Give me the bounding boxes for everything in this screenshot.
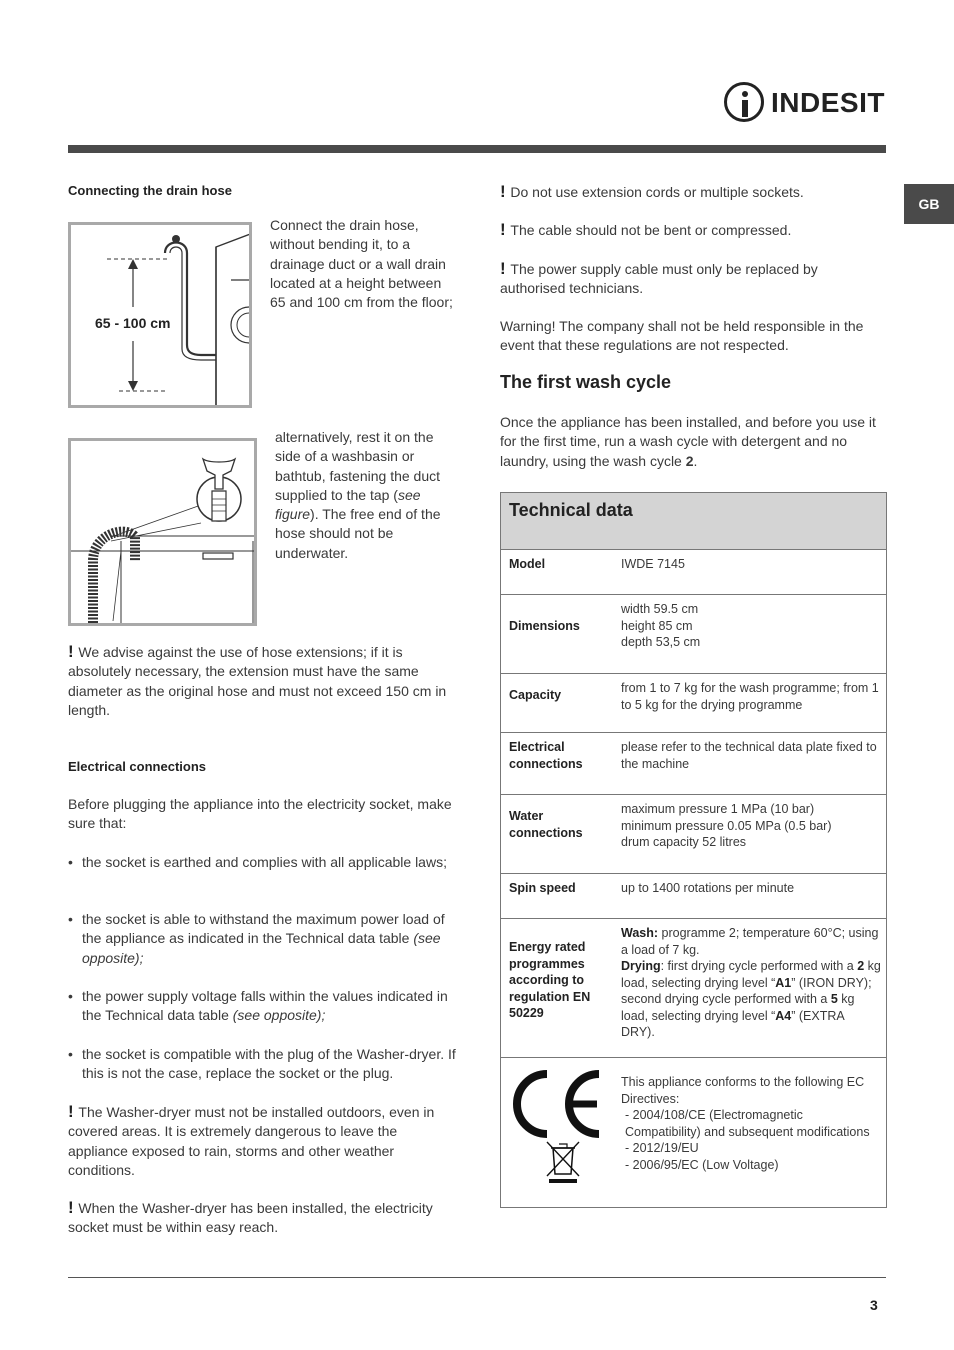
logo-wordmark: INDESIT [771,87,885,118]
ce-directives: This appliance conforms to the following EC Directives: - 2004/108/CE (Electromagnetic Compatibility) and subsequent modifications - 2012/19/EU - 2006/95/EC (Low Voltage) [621,1075,870,1172]
warning-icon: ! [68,642,79,661]
table-row [501,1058,886,1207]
bullet-voltage: • the power supply voltage falls within the values indicated in the Technical data table (see opposite); [68,987,456,1026]
first-wash-heading: The first wash cycle [500,372,672,392]
extension-cord-warning: ! Do not use extension cords or multiple sockets. [500,182,804,201]
drain-heading: Connecting the drain hose [68,183,232,198]
row-value: Wash: programme 2; temperature 60°C; using a load of 7 kg. Drying: first drying cycle performed with a 2 kg load, selecting drying level “A1” (IRON DRY); second drying cycle performed with a 5 kg load, selecting drying level “A4” (EXTRA DRY). [621,926,881,1039]
row-label: Spin speed [509,881,576,895]
electrical-heading: Electrical connections [68,759,206,774]
row-label: Energy rated programmes according to regulation EN 50229 [509,940,591,1020]
row-label: Dimensions [509,619,580,633]
row-value: please refer to the technical data plate fixed to the machine [621,740,877,771]
header-rule [68,145,886,153]
row-label: Water connections [509,809,583,840]
row-value: maximum pressure 1 MPa (10 bar) minimum pressure 0.05 MPa (0.5 bar) drum capacity 52 litres [621,802,832,849]
bullet-power-load: • the socket is able to withstand the maximum power load of the appliance as indicated in the Technical data table (see opposite); [68,910,456,968]
page-number: 3 [870,1297,878,1313]
technical-data-heading: Technical data [501,493,886,550]
row-label: Model [509,557,546,571]
language-tab: GB [904,184,954,224]
row-value: up to 1400 rotations per minute [621,881,795,895]
footer-rule [68,1277,886,1278]
row-label: Electrical connections [509,740,583,771]
table-row [501,795,886,874]
drain-text-1: Connect the drain hose, without bending it, to a drainage duct or a wall drain located at a height between 65 and 100 cm from the floor; [270,217,453,311]
drain-text-2: alternatively, rest it on the side of a washbasin or bathtub, fastening the duct supplied to the tap (see figure). The free end of the hose should not be underwater. [275,429,441,561]
first-wash-text: Once the appliance has been installed, and before you use it for the first time, run a wash cycle with detergent and no laundry, using the wash cycle 2. [500,414,876,469]
warning-icon: ! [500,259,511,278]
warning-icon: ! [68,1102,79,1121]
logo-i-icon [724,82,764,122]
outdoor-warning: ! The Washer-dryer must not be installed outdoors, even in covered areas. It is extremely dangerous to leave the appliance exposed to rain, storms and other weather conditions. [68,1102,435,1178]
washbasin-illustration [71,441,254,623]
warning-icon: ! [68,1198,79,1217]
table-row [501,550,886,595]
row-label: Capacity [509,688,562,702]
electrical-intro: Before plugging the appliance into the electricity socket, make sure that: [68,796,452,832]
drain-height-label: 65 - 100 cm [95,315,171,331]
cable-replace-warning: ! The power supply cable must only be replaced by authorised technicians. [500,259,818,297]
table-row [501,919,886,1058]
table-row [501,674,886,733]
row-value: width 59.5 cm height 85 cm depth 53,5 cm [621,602,701,649]
weee-bin-icon [543,1140,583,1184]
bullet-earthed: • the socket is earthed and complies with all applicable laws; [68,853,456,872]
hose-extension-warning: ! We advise against the use of hose extensions; if it is absolutely necessary, the extension must have the same diameter as the original hose and must not exceed 150 cm in length. [68,642,447,718]
table-row [501,874,886,919]
table-row [501,733,886,795]
drain-height-figure [68,222,252,408]
cable-bent-warning: ! The cable should not be bent or compressed. [500,220,792,239]
socket-reach-warning: ! When the Washer-dryer has been installed, the electricity socket must be within easy reach. [68,1198,433,1236]
warning-icon: ! [500,220,511,239]
table-row [501,595,886,674]
washbasin-figure [68,438,257,626]
technical-data-table [500,492,887,1208]
row-value: from 1 to 7 kg for the wash programme; from 1 to 5 kg for the drying programme [621,681,879,712]
responsibility-disclaimer: Warning! The company shall not be held responsible in the event that these regulations are not respected. [500,318,864,354]
bullet-plug: • the socket is compatible with the plug of the Washer-dryer. If this is not the case, replace the socket or the plug. [68,1045,456,1084]
row-value: IWDE 7145 [621,557,685,571]
indesit-logo [724,82,888,124]
warning-icon: ! [500,182,511,201]
